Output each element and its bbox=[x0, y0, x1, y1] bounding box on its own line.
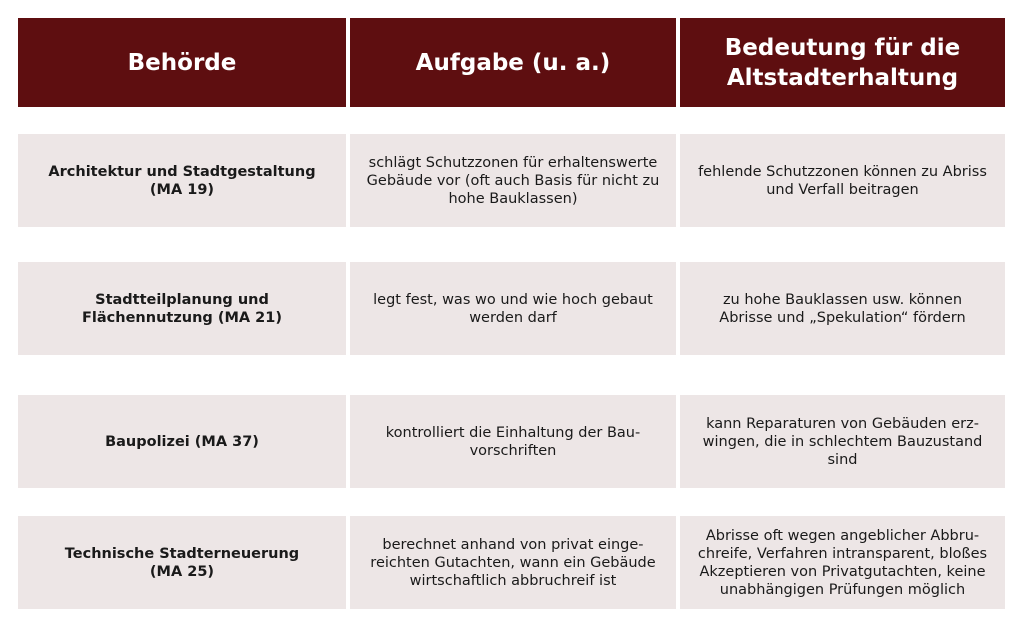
row4-behoerde-cell bbox=[18, 516, 346, 609]
row1-aufgabe-cell bbox=[350, 134, 676, 227]
row4-behoerde-line1: Technische Stadterneuerung bbox=[64, 545, 300, 562]
row3-bedeutung-line1: kann Reparaturen von Gebäuden erz- bbox=[706, 415, 979, 432]
row1-behoerde-line1: Architektur und Stadtgestaltung bbox=[48, 163, 316, 180]
row1-bedeutung-line1: fehlende Schutzzonen können zu Abriss bbox=[698, 163, 987, 180]
row1-bedeutung-cell bbox=[680, 134, 1005, 227]
row2-bedeutung-line1: zu hohe Bauklassen usw. können bbox=[722, 291, 963, 308]
row4-bedeutung-line1: Abrisse oft wegen angeblicher Abbru- bbox=[705, 527, 980, 544]
row2-behoerde-cell bbox=[18, 262, 346, 355]
row3-aufgabe-line2: vorschriften bbox=[469, 442, 557, 459]
header-behoerde-label: Behörde bbox=[127, 49, 237, 76]
row4-bedeutung-line3: Akzeptieren von Privatgutachten, keine bbox=[699, 563, 986, 580]
header-aufgabe bbox=[350, 18, 676, 107]
row1-behoerde-line2: (MA 19) bbox=[149, 181, 215, 198]
row4-bedeutung-cell bbox=[680, 516, 1005, 609]
row3-aufgabe-cell bbox=[350, 395, 676, 488]
row1-bedeutung-line2: und Verfall beitragen bbox=[766, 181, 919, 198]
row2-behoerde-line2: Flächennutzung (MA 21) bbox=[82, 309, 282, 326]
header-bedeutung-line2: Altstadterhaltung bbox=[726, 64, 959, 91]
row1-aufgabe-line3: hohe Bauklassen) bbox=[448, 190, 578, 207]
row3-bedeutung-line2: wingen, die in schlechtem Bauzustand bbox=[702, 433, 983, 450]
header-bedeutung bbox=[680, 18, 1005, 107]
row4-aufgabe-line1: berechnet anhand von privat einge- bbox=[382, 536, 644, 553]
row3-aufgabe-line1: kontrolliert die Einhaltung der Bau- bbox=[385, 424, 641, 441]
row3-behoerde-cell bbox=[18, 395, 346, 488]
row2-bedeutung-cell bbox=[680, 262, 1005, 355]
row4-aufgabe-line2: reichten Gutachten, wann ein Gebäude bbox=[370, 554, 656, 571]
header-behoerde bbox=[18, 18, 346, 107]
row4-bedeutung-line4: unabhängigen Prüfungen möglich bbox=[719, 581, 966, 598]
header-bedeutung-line1: Bedeutung für die bbox=[724, 34, 961, 61]
row4-bedeutung-line2: chreife, Verfahren intransparent, bloßes bbox=[697, 545, 988, 562]
header-aufgabe-label: Aufgabe (u. a.) bbox=[415, 49, 611, 76]
row4-behoerde-line2: (MA 25) bbox=[149, 563, 215, 580]
row2-behoerde-line1: Stadtteilplanung und bbox=[95, 291, 269, 308]
row3-bedeutung-cell bbox=[680, 395, 1005, 488]
row2-aufgabe-line1: legt fest, was wo und wie hoch gebaut bbox=[373, 291, 653, 308]
row1-behoerde-cell bbox=[18, 134, 346, 227]
row2-bedeutung-line2: Abrisse und „Spekulation“ fördern bbox=[719, 309, 966, 326]
row2-aufgabe-cell bbox=[350, 262, 676, 355]
row2-aufgabe-line2: werden darf bbox=[469, 309, 557, 326]
row3-behoerde-line1: Baupolizei (MA 37) bbox=[105, 433, 259, 450]
row4-aufgabe-cell bbox=[350, 516, 676, 609]
row1-aufgabe-line2: Gebäude vor (oft auch Basis für nicht zu bbox=[366, 172, 660, 189]
row4-aufgabe-line3: wirtschaftlich abbruchreif ist bbox=[409, 572, 617, 589]
row3-bedeutung-line3: sind bbox=[827, 451, 858, 468]
row1-aufgabe-line1: schlägt Schutzzonen für erhaltenswerte bbox=[368, 154, 658, 171]
